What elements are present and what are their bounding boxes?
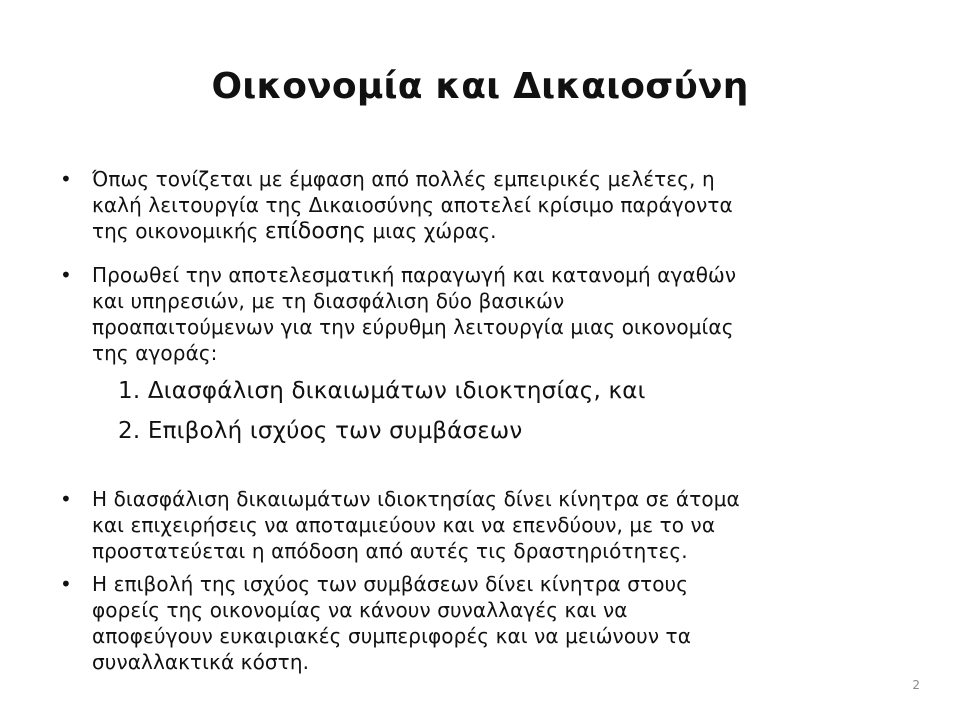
bullet-text: Η διασφάλιση δικαιωμάτων ιδιοκτησίας δίνει κίνητρα σε άτομα και επιχειρήσεις να αποταμιεύουν και να επενδύουν, με το να προστατεύεται η απόδοση από αυτές τις δραστηριότητες. [92, 487, 740, 563]
bullet-text: Όπως τονίζεται με έμφαση από πολλές εμπειρικές μελέτες, η καλή λειτουργία της Δικαιοσύνης αποτελεί κρίσιμο παράγοντα της οικονομικής [92, 167, 733, 243]
bullet-item [60, 166, 752, 245]
bullet-text: Προωθεί την αποτελεσματική παραγωγή και κατανομή αγαθών και υπηρεσιών, με τη διασφάλιση δύο βασικών προαπαιτούμενων για την εύρυθμη λειτουργία μιας οικονομίας της αγοράς: [92, 263, 737, 365]
bullet-item [60, 486, 752, 564]
page-number: 2 [912, 678, 920, 692]
bullet-marker: • [60, 167, 72, 191]
bullet-text: Η επιβολή της ισχύος των συμβάσεων δίνει κίνητρα στους φορείς της οικονομίας να κάνουν συναλλαγές και να αποφεύγουν ευκαιριακές συμπεριφορές και να μειώνουν τα συναλλακτικά κόστη. [92, 572, 691, 674]
bullet-item [60, 262, 752, 366]
bullet-marker: • [60, 263, 72, 287]
bullet-emphasis-word: επίδοσης [264, 219, 367, 244]
slide-title: Οικονομία και Δικαιοσύνη [211, 66, 749, 107]
bullet-text-end: μιας χώρας. [366, 219, 497, 243]
bullet-marker: • [60, 487, 72, 511]
bullet-marker: • [60, 572, 72, 596]
bullet-item [60, 571, 752, 675]
numbered-item: 1. Διασφάλιση δικαιωμάτων ιδιοκτησίας, και [118, 378, 646, 404]
numbered-item: 2. Επιβολή ισχύος των συμβάσεων [118, 418, 523, 444]
